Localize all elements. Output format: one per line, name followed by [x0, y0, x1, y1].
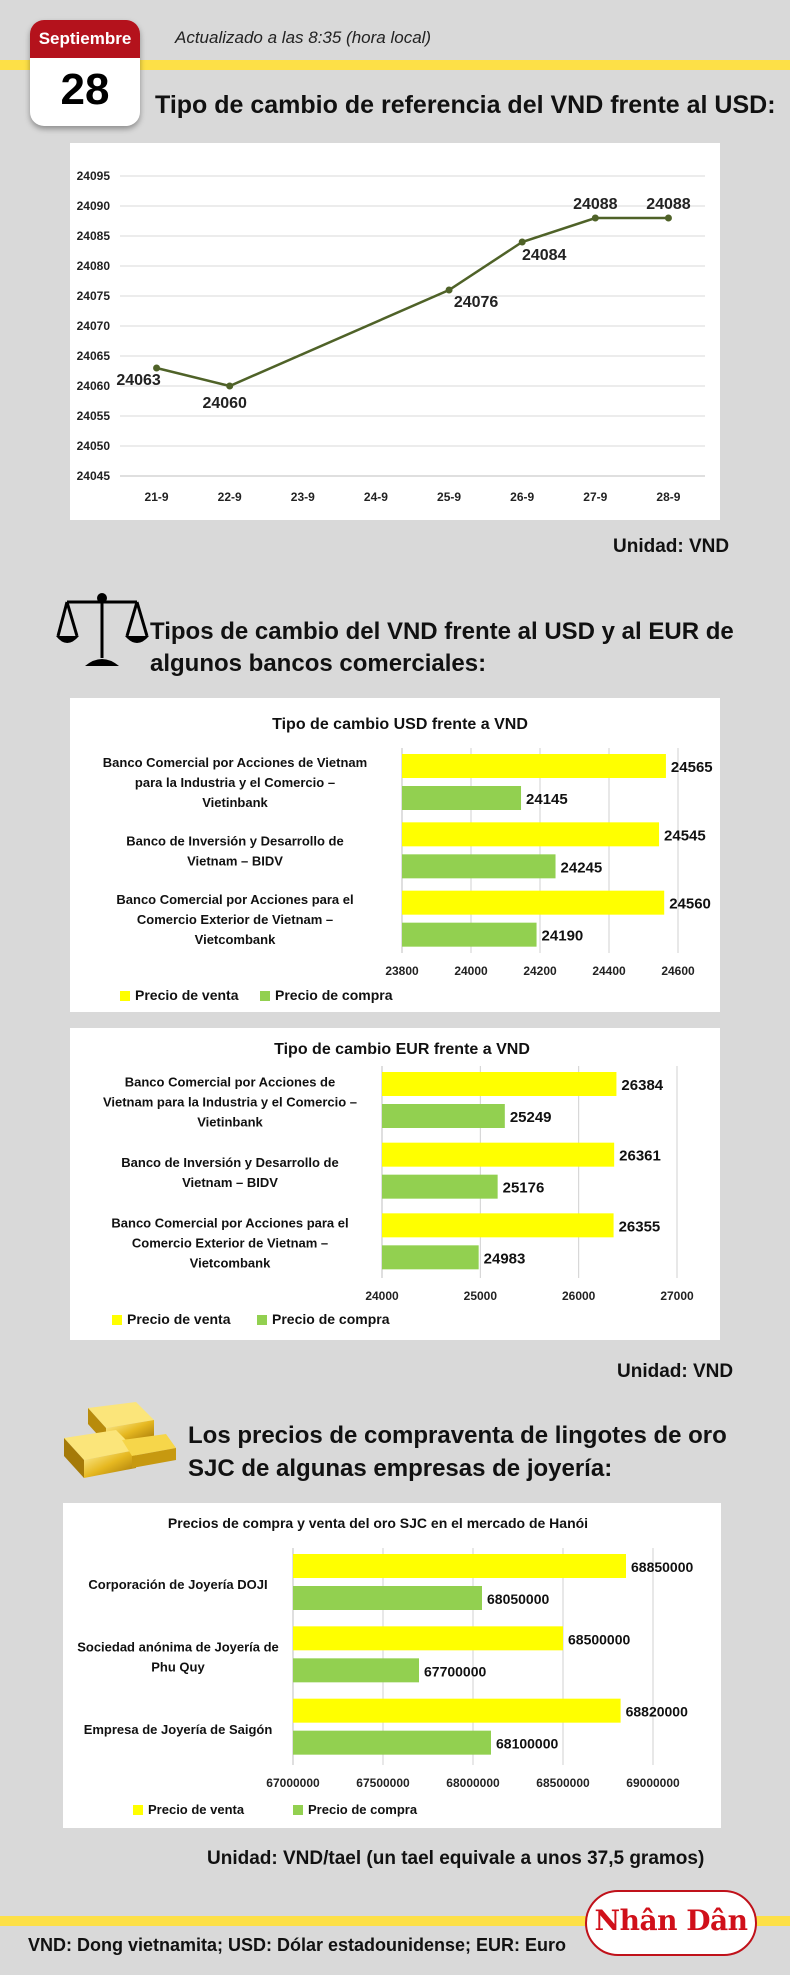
x-tick-label: 68500000	[536, 1776, 590, 1790]
legend-label: Precio de venta	[135, 987, 239, 1003]
usd-reference-line-chart	[70, 143, 720, 520]
x-tick-label: 24000	[454, 964, 488, 978]
category-label: Vietcombank	[194, 931, 276, 947]
scales-icon	[55, 590, 150, 670]
data-label: 24560	[669, 895, 711, 913]
bar	[402, 854, 556, 878]
legend-label: Precio de compra	[272, 1311, 390, 1327]
y-tick-label: 24045	[76, 469, 110, 483]
section3-title-line1: Los precios de compraventa de lingotes de oro	[188, 1422, 727, 1449]
x-tick-label: 23-9	[290, 490, 315, 504]
bar	[402, 923, 537, 947]
data-label: 24084	[521, 247, 567, 264]
x-tick-label: 22-9	[217, 490, 242, 504]
data-label: 67700000	[424, 1663, 487, 1680]
legend-swatch	[257, 1315, 267, 1325]
x-tick-label: 27-9	[583, 490, 608, 504]
x-tick-label: 67500000	[356, 1776, 410, 1790]
data-label: 24076	[453, 294, 499, 311]
usd-bank-panel	[70, 698, 720, 1012]
data-label: 68850000	[631, 1559, 694, 1575]
date-month: Septiembre	[30, 20, 140, 58]
chart-title: Tipo de cambio EUR frente a VND	[274, 1041, 530, 1058]
bar	[382, 1245, 479, 1269]
legend-label: Precio de compra	[308, 1802, 418, 1817]
bar	[293, 1554, 626, 1578]
x-tick-label: 26-9	[510, 490, 535, 504]
data-label: 68050000	[487, 1591, 550, 1607]
data-point	[226, 383, 233, 390]
bar	[293, 1586, 482, 1610]
category-label: Banco de Inversión y Desarrollo de	[121, 1155, 339, 1170]
line-chart-panel	[70, 143, 720, 520]
y-tick-label: 24080	[76, 259, 110, 273]
bar	[382, 1213, 614, 1237]
bar	[402, 822, 659, 846]
category-label: Vietcombank	[189, 1255, 271, 1271]
legend-swatch	[260, 991, 270, 1001]
category-label: Sociedad anónima de Joyería de	[77, 1639, 279, 1655]
data-point	[446, 287, 453, 294]
legend-swatch	[120, 991, 130, 1001]
x-tick-label: 24-9	[363, 490, 388, 504]
data-label: 26355	[618, 1218, 661, 1236]
y-tick-label: 24070	[76, 319, 110, 333]
category-label: Banco Comercial por Acciones para el	[111, 1215, 349, 1231]
bar	[402, 891, 664, 915]
x-tick-label: 24000	[365, 1289, 399, 1303]
section2-title-line1: Tipos de cambio del VND frente al USD y al EUR de	[150, 618, 734, 645]
updated-time: Actualizado a las 8:35 (hora local)	[175, 28, 432, 47]
data-label: 24983	[483, 1250, 526, 1268]
date-badge	[30, 20, 140, 126]
y-tick-label: 24090	[76, 199, 110, 213]
y-tick-label: 24085	[76, 229, 110, 243]
data-label: 24545	[664, 827, 706, 845]
data-label: 24088	[646, 196, 691, 213]
bar	[293, 1731, 491, 1755]
category-label: para la Industria y el Comercio –	[134, 775, 336, 791]
section1-unit: Unidad: VND	[613, 536, 730, 557]
bar	[382, 1143, 614, 1167]
legend-label: Precio de venta	[127, 1311, 231, 1327]
data-label: 68820000	[625, 1703, 688, 1720]
category-label: Comercio Exterior de Vietnam –	[136, 911, 334, 927]
legend-swatch	[133, 1805, 143, 1815]
eur-bank-panel	[70, 1028, 720, 1340]
data-label: 68100000	[496, 1735, 559, 1752]
data-point	[153, 365, 160, 372]
category-label: Vietnam – BIDV	[187, 853, 283, 869]
data-point	[665, 215, 672, 222]
chart-title: Tipo de cambio USD frente a VND	[272, 716, 528, 733]
category-label: Corporación de Joyería DOJI	[88, 1577, 268, 1593]
x-tick-label: 69000000	[626, 1776, 680, 1790]
date-day: 28	[60, 65, 110, 114]
category-label: Empresa de Joyería de Saigón	[83, 1721, 273, 1737]
y-tick-label: 24065	[76, 349, 110, 363]
section3-unit: Unidad: VND/tael (un tael equivale a unos 37,5 gramos)	[207, 1848, 705, 1869]
x-tick-label: 26000	[561, 1289, 596, 1303]
data-label: 68500000	[568, 1631, 631, 1648]
y-tick-label: 24050	[76, 439, 110, 453]
bar	[382, 1104, 505, 1128]
legend-swatch	[112, 1315, 122, 1325]
y-tick-label: 24060	[76, 379, 110, 393]
x-tick-label: 25000	[463, 1289, 498, 1303]
data-label: 26361	[619, 1147, 661, 1165]
legend-swatch	[293, 1805, 303, 1815]
bar	[402, 754, 666, 778]
x-tick-label: 24400	[592, 964, 626, 978]
x-tick-label: 28-9	[656, 490, 681, 504]
data-label: 25249	[509, 1109, 552, 1126]
category-label: Comercio Exterior de Vietnam –	[131, 1235, 329, 1251]
category-label: Banco Comercial por Acciones de Vietnam	[102, 755, 368, 771]
bar	[293, 1699, 621, 1723]
logo-text: Nhân Dân	[594, 1904, 748, 1937]
y-tick-label: 24095	[76, 169, 110, 183]
x-tick-label: 24600	[661, 964, 695, 978]
usd-bank-bar-chart	[70, 698, 720, 1012]
data-label: 24063	[116, 372, 161, 389]
gold-bars-icon	[58, 1400, 178, 1482]
category-label: Vietnam – BIDV	[182, 1175, 278, 1190]
data-label: 24565	[670, 759, 713, 776]
series-line	[157, 218, 669, 386]
y-tick-label: 24075	[76, 289, 110, 303]
x-tick-label: 23800	[385, 964, 419, 978]
legend-label: Precio de compra	[275, 987, 393, 1003]
chart-title: Precios de compra y venta del oro SJC en el mercado de Hanói	[167, 1515, 589, 1531]
data-label: 24060	[202, 395, 247, 412]
y-tick-label: 24055	[76, 409, 110, 423]
x-tick-label: 27000	[660, 1289, 694, 1303]
category-label: Banco de Inversión y Desarrollo de	[126, 833, 344, 849]
data-label: 25176	[502, 1179, 545, 1197]
gold-price-bar-chart	[63, 1503, 721, 1828]
section2-title-line2: algunos bancos comerciales:	[150, 650, 487, 677]
x-tick-label: 25-9	[437, 490, 462, 504]
bar	[293, 1626, 563, 1650]
section1-title: Tipo de cambio de referencia del VND frente al USD:	[155, 91, 776, 119]
section3-title-line2: SJC de algunas empresas de joyería:	[188, 1455, 613, 1482]
category-label: Banco Comercial por Acciones de	[124, 1074, 336, 1090]
x-tick-label: 24200	[523, 964, 557, 978]
x-tick-label: 68000000	[446, 1776, 500, 1790]
section2-unit: Unidad: VND	[617, 1361, 734, 1382]
nhan-dan-logo[interactable]	[585, 1890, 757, 1956]
x-tick-label: 21-9	[144, 490, 169, 504]
data-label: 24190	[541, 927, 584, 945]
category-label: Phu Quy	[151, 1659, 205, 1675]
gold-panel	[63, 1503, 721, 1828]
data-point	[519, 239, 526, 246]
category-label: Vietinbank	[202, 795, 268, 811]
bar	[402, 786, 521, 810]
x-tick-label: 67000000	[266, 1776, 320, 1790]
data-label: 26384	[621, 1077, 664, 1094]
data-label: 24088	[573, 196, 618, 213]
bar	[382, 1072, 616, 1096]
category-label: Banco Comercial por Acciones para el	[116, 891, 354, 907]
eur-bank-bar-chart	[70, 1028, 720, 1340]
legend-label: Precio de venta	[148, 1802, 245, 1817]
bar	[382, 1175, 498, 1199]
data-point	[592, 215, 599, 222]
bar	[293, 1658, 419, 1682]
data-label: 24145	[526, 791, 568, 808]
category-label: Vietnam para la Industria y el Comercio –	[102, 1094, 358, 1110]
footer-legend: VND: Dong vietnamita; USD: Dólar estadounidense; EUR: Euro	[28, 1935, 567, 1955]
data-label: 24245	[560, 859, 603, 877]
category-label: Vietinbank	[197, 1114, 263, 1130]
